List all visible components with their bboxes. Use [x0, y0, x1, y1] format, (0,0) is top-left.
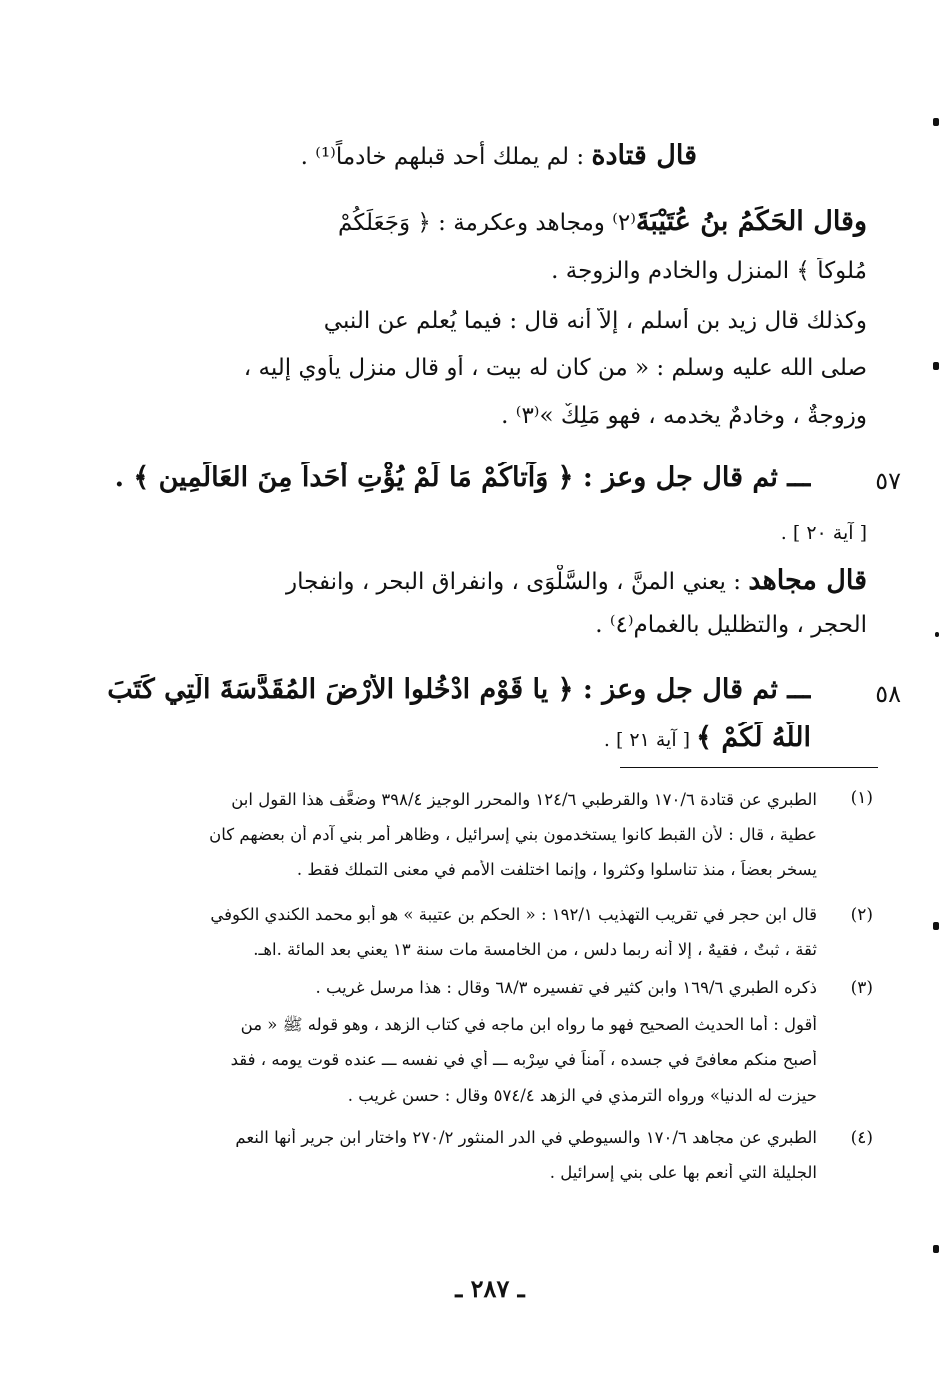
verse-number-57: ٥٧	[875, 467, 901, 495]
footnote-3-number: (٣)	[850, 978, 873, 998]
body-line-3: مُلوكاً ﴾ المنزل والخادم والزوجة .	[551, 258, 867, 284]
margin-mark	[933, 1245, 939, 1253]
footnote-4-line-2: الجليلة التي أنعم بها على بني إسرائيل .	[549, 1163, 817, 1182]
verse-57-heading: ـــ ثم قال جل وعز : ﴿ وَآتاكُمْ مَا لَمْ يُؤْتِ أَحَداً مِنَ العَالَمِين ﴾ .	[114, 462, 811, 493]
body-line-2: وقال الحَكَمُ بنُ عُتَيْبَةَ⁽٢⁾ ومجاهد وعكرمة : ﴿ وَجَعَلَكُمْ	[338, 206, 867, 237]
speaker-qatada: قال قتادة	[591, 140, 697, 171]
margin-mark	[933, 362, 939, 370]
speaker-hakam: وقال الحَكَمُ بنُ عُتَيْبَةَ	[635, 206, 867, 237]
footnote-2-line-1: قال ابن حجر في تقريب التهذيب ١٩٢/١ : « الحكم بن عتيبة » هو أبو محمد الكندي الكوفي	[210, 905, 817, 924]
footnote-2-number: (٢)	[850, 905, 873, 925]
footnote-3-line-3: أصبح منكم معافىً في جسده ، آمناً في سِرْبه ـــ أي في نفسه ـــ عنده قوت يومه ، فقد	[230, 1050, 817, 1069]
body-line-4: وكذلك قال زيد بن أسلم ، إلاَّ أنه قال : فيما يُعلم عن النبي	[323, 308, 867, 334]
footnote-3-line-1: ذكره الطبري ١٦٩/٦ وابن كثير في تفسيره ٦٨/٣ وقال : هذا مرسل غريب .	[315, 978, 817, 997]
footnote-1-line-2: عطية ، قال : لأن القبط كانوا يستخدمون بني إسرائيل ، وظاهر أمر بني آدم أن بعضهم كان	[209, 825, 817, 844]
page-number: ـ ٢٨٧ ـ	[455, 1274, 525, 1303]
footnote-1-line-1: الطبري عن قتادة ١٧٠/٦ والقرطبي ١٢٤/٦ والمحرر الوجيز ٣٩٨/٤ وضعَّف هذا القول ابن	[231, 790, 817, 809]
body-line-6: وزوجةٌ ، وخادمٌ يخدمه ، فهو مَلِكٌ »⁽٣⁾ .	[501, 403, 867, 429]
margin-mark	[933, 922, 939, 930]
verse-number-58: ٥٨	[875, 680, 901, 708]
margin-mark	[933, 118, 939, 126]
verse-57-reference: [ آية ٢٠ ] .	[780, 522, 867, 544]
verse-58-continuation: اللَّهُ لَكُمْ ﴾ [ آية ٢١ ] .	[603, 722, 811, 753]
footnote-3-line-4: حيزت له الدنيا» ورواه الترمذي في الزهد ٥٧٤/٤ وقال : حسن غريب .	[347, 1086, 817, 1105]
footnote-separator	[620, 767, 878, 768]
footnote-4-number: (٤)	[850, 1128, 873, 1148]
speaker-mujahid: قال مجاهد	[748, 565, 867, 596]
footnote-4-line-1: الطبري عن مجاهد ١٧٠/٦ والسيوطي في الدر المنثور ٢٧٠/٢ واختار ابن جرير أنها النعم	[235, 1128, 817, 1147]
footnote-2-line-2: ثقة ، ثبتٌ ، فقيهٌ ، إلا أنه ربما دلس ، من الخامسة مات سنة ١٣ يعني بعد المائة .اهـ.	[253, 940, 817, 959]
footnote-1-number: (١)	[850, 788, 873, 808]
body-line-5: صلى الله عليه وسلم : « من كان له بيت ، أو قال منزل يأوي إليه ،	[243, 355, 867, 381]
body-line-1: قال قتادة : لم يملك أحد قبلهم خادماً⁽¹⁾ .	[300, 140, 697, 171]
margin-mark	[935, 632, 939, 637]
footnote-3-line-2: أقول : أما الحديث الصحيح فهو ما رواه ابن ماجه في كتاب الزهد ، وهو قوله ﷺ « من	[240, 1015, 817, 1034]
footnote-1-line-3: يسخر بعضاً ، منذ تناسلوا وكثروا ، وإنما اختلفت الأمم في معنى التملك فقط .	[296, 860, 817, 879]
verse-58-heading: ـــ ثم قال جل وعز : ﴿ يا قَوْمِ ادْخُلوا الأَرْضَ المُقَدَّسَةَ الَّتِي كَتَبَ	[107, 674, 811, 705]
body-line-8: قال مجاهد : يعني المنَّ ، والسَّلْوَى ، وانفراق البحر ، وانفجار	[286, 565, 867, 596]
body-line-9: الحجر ، والتظليل بالغمام⁽٤⁾ .	[595, 612, 867, 638]
